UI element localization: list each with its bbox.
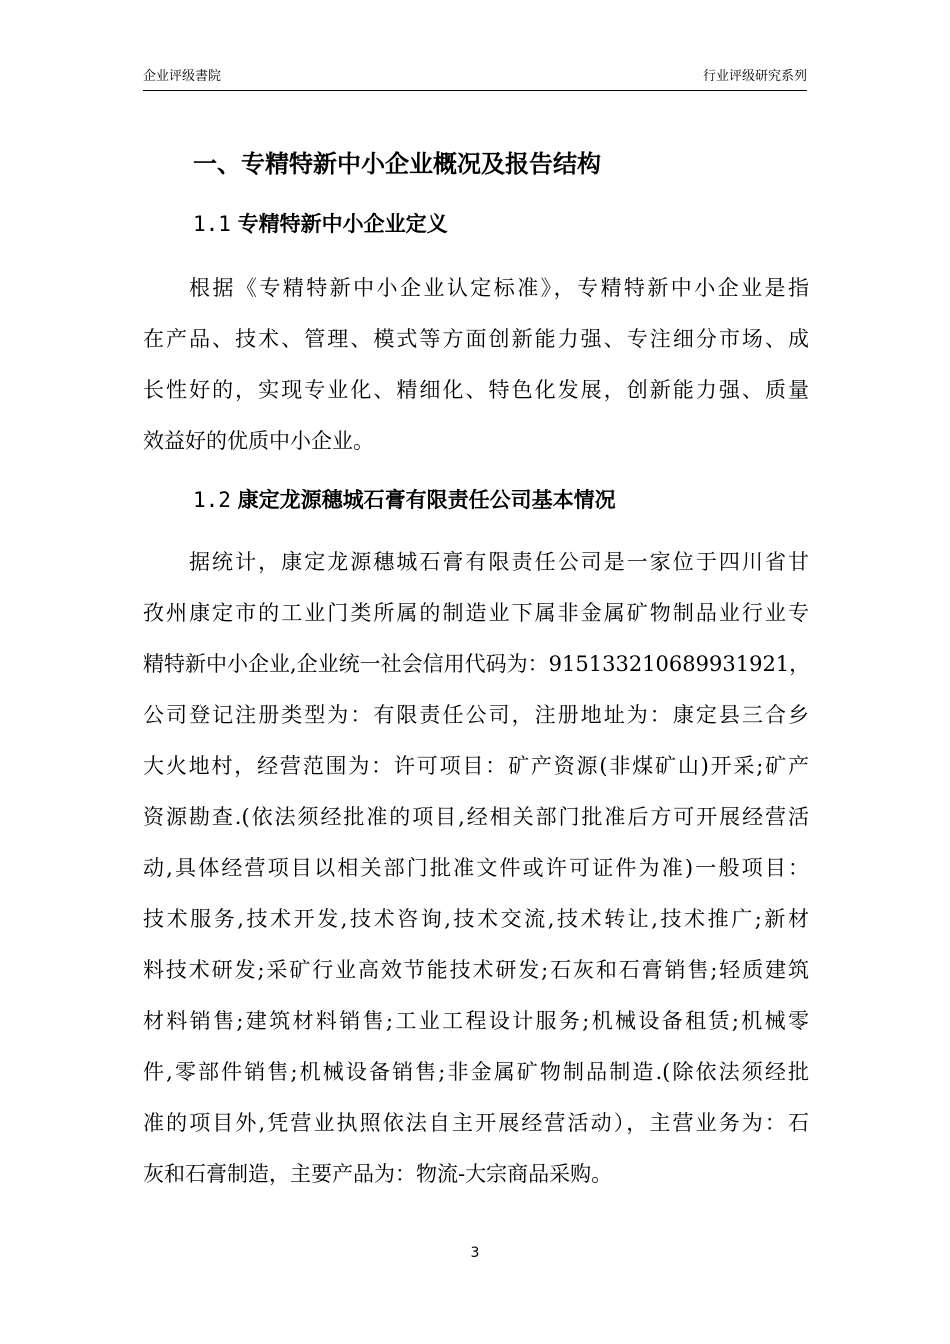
paragraph-line: 灰和石膏制造，主要产品为：物流-大宗商品采购。 <box>143 1162 613 1186</box>
paragraph-line: 在产品、技术、管理、模式等方面创新能力强、专注细分市场、成 <box>143 327 809 351</box>
page-header <box>143 68 807 91</box>
section-title: 一、专精特新中小企业概况及报告结构 <box>193 150 601 178</box>
paragraph-line: 孜州康定市的工业门类所属的制造业下属非金属矿物制品业行业专 <box>143 601 809 625</box>
subsection-heading-1-1 <box>193 206 448 242</box>
paragraph-line: 据统计，康定龙源穗城石膏有限责任公司是一家位于四川省甘 <box>189 550 809 574</box>
paragraph-line: 资源勘查.(依法须经批准的项目,经相关部门批准后方可开展经营活 <box>143 805 809 829</box>
paragraph-line: 效益好的优质中小企业。 <box>143 429 374 453</box>
header-right-text: 行业评级研究系列 <box>702 69 807 84</box>
paragraph-line: 准的项目外,凭营业执照依法自主开展经营活动），主营业务为：石 <box>143 1111 809 1135</box>
paragraph-line: 长性好的，实现专业化、精细化、特色化发展，创新能力强、质量 <box>143 378 809 402</box>
subsection-heading-1-2 <box>193 482 616 518</box>
subsection-title: 专精特新中小企业定义 <box>237 212 448 236</box>
paragraph-line: 根据《专精特新中小企业认定标准》，专精特新中小企业是指 <box>189 276 809 300</box>
paragraph-line: 技术服务,技术开发,技术咨询,技术交流,技术转让,技术推广;新材 <box>143 907 809 931</box>
definition-paragraph <box>143 263 809 467</box>
page-number: 3 <box>470 1245 480 1261</box>
company-paragraph <box>143 537 809 1200</box>
subsection-number: 1.1 <box>193 212 231 236</box>
paragraph-line: 精特新中小企业,企业统一社会信用代码为：915133210689931921， <box>143 652 811 676</box>
paragraph-line: 大火地村，经营范围为：许可项目：矿产资源(非煤矿山)开采;矿产 <box>143 754 809 778</box>
subsection-number: 1.2 <box>193 488 231 512</box>
paragraph-line: 件,零部件销售;机械设备销售;非金属矿物制品制造.(除依法须经批 <box>143 1060 809 1084</box>
header-left-text: 企业评级書院 <box>143 69 222 84</box>
paragraph-line: 材料销售;建筑材料销售;工业工程设计服务;机械设备租赁;机械零 <box>143 1009 809 1033</box>
paragraph-line: 公司登记注册类型为：有限责任公司，注册地址为：康定县三合乡 <box>143 703 809 727</box>
paragraph-line: 料技术研发;采矿行业高效节能技术研发;石灰和石膏销售;轻质建筑 <box>143 958 809 982</box>
paragraph-line: 动,具体经营项目以相关部门批准文件或许可证件为准)一般项目： <box>143 856 809 880</box>
subsection-title: 康定龙源穗城石膏有限责任公司基本情况 <box>237 488 616 512</box>
